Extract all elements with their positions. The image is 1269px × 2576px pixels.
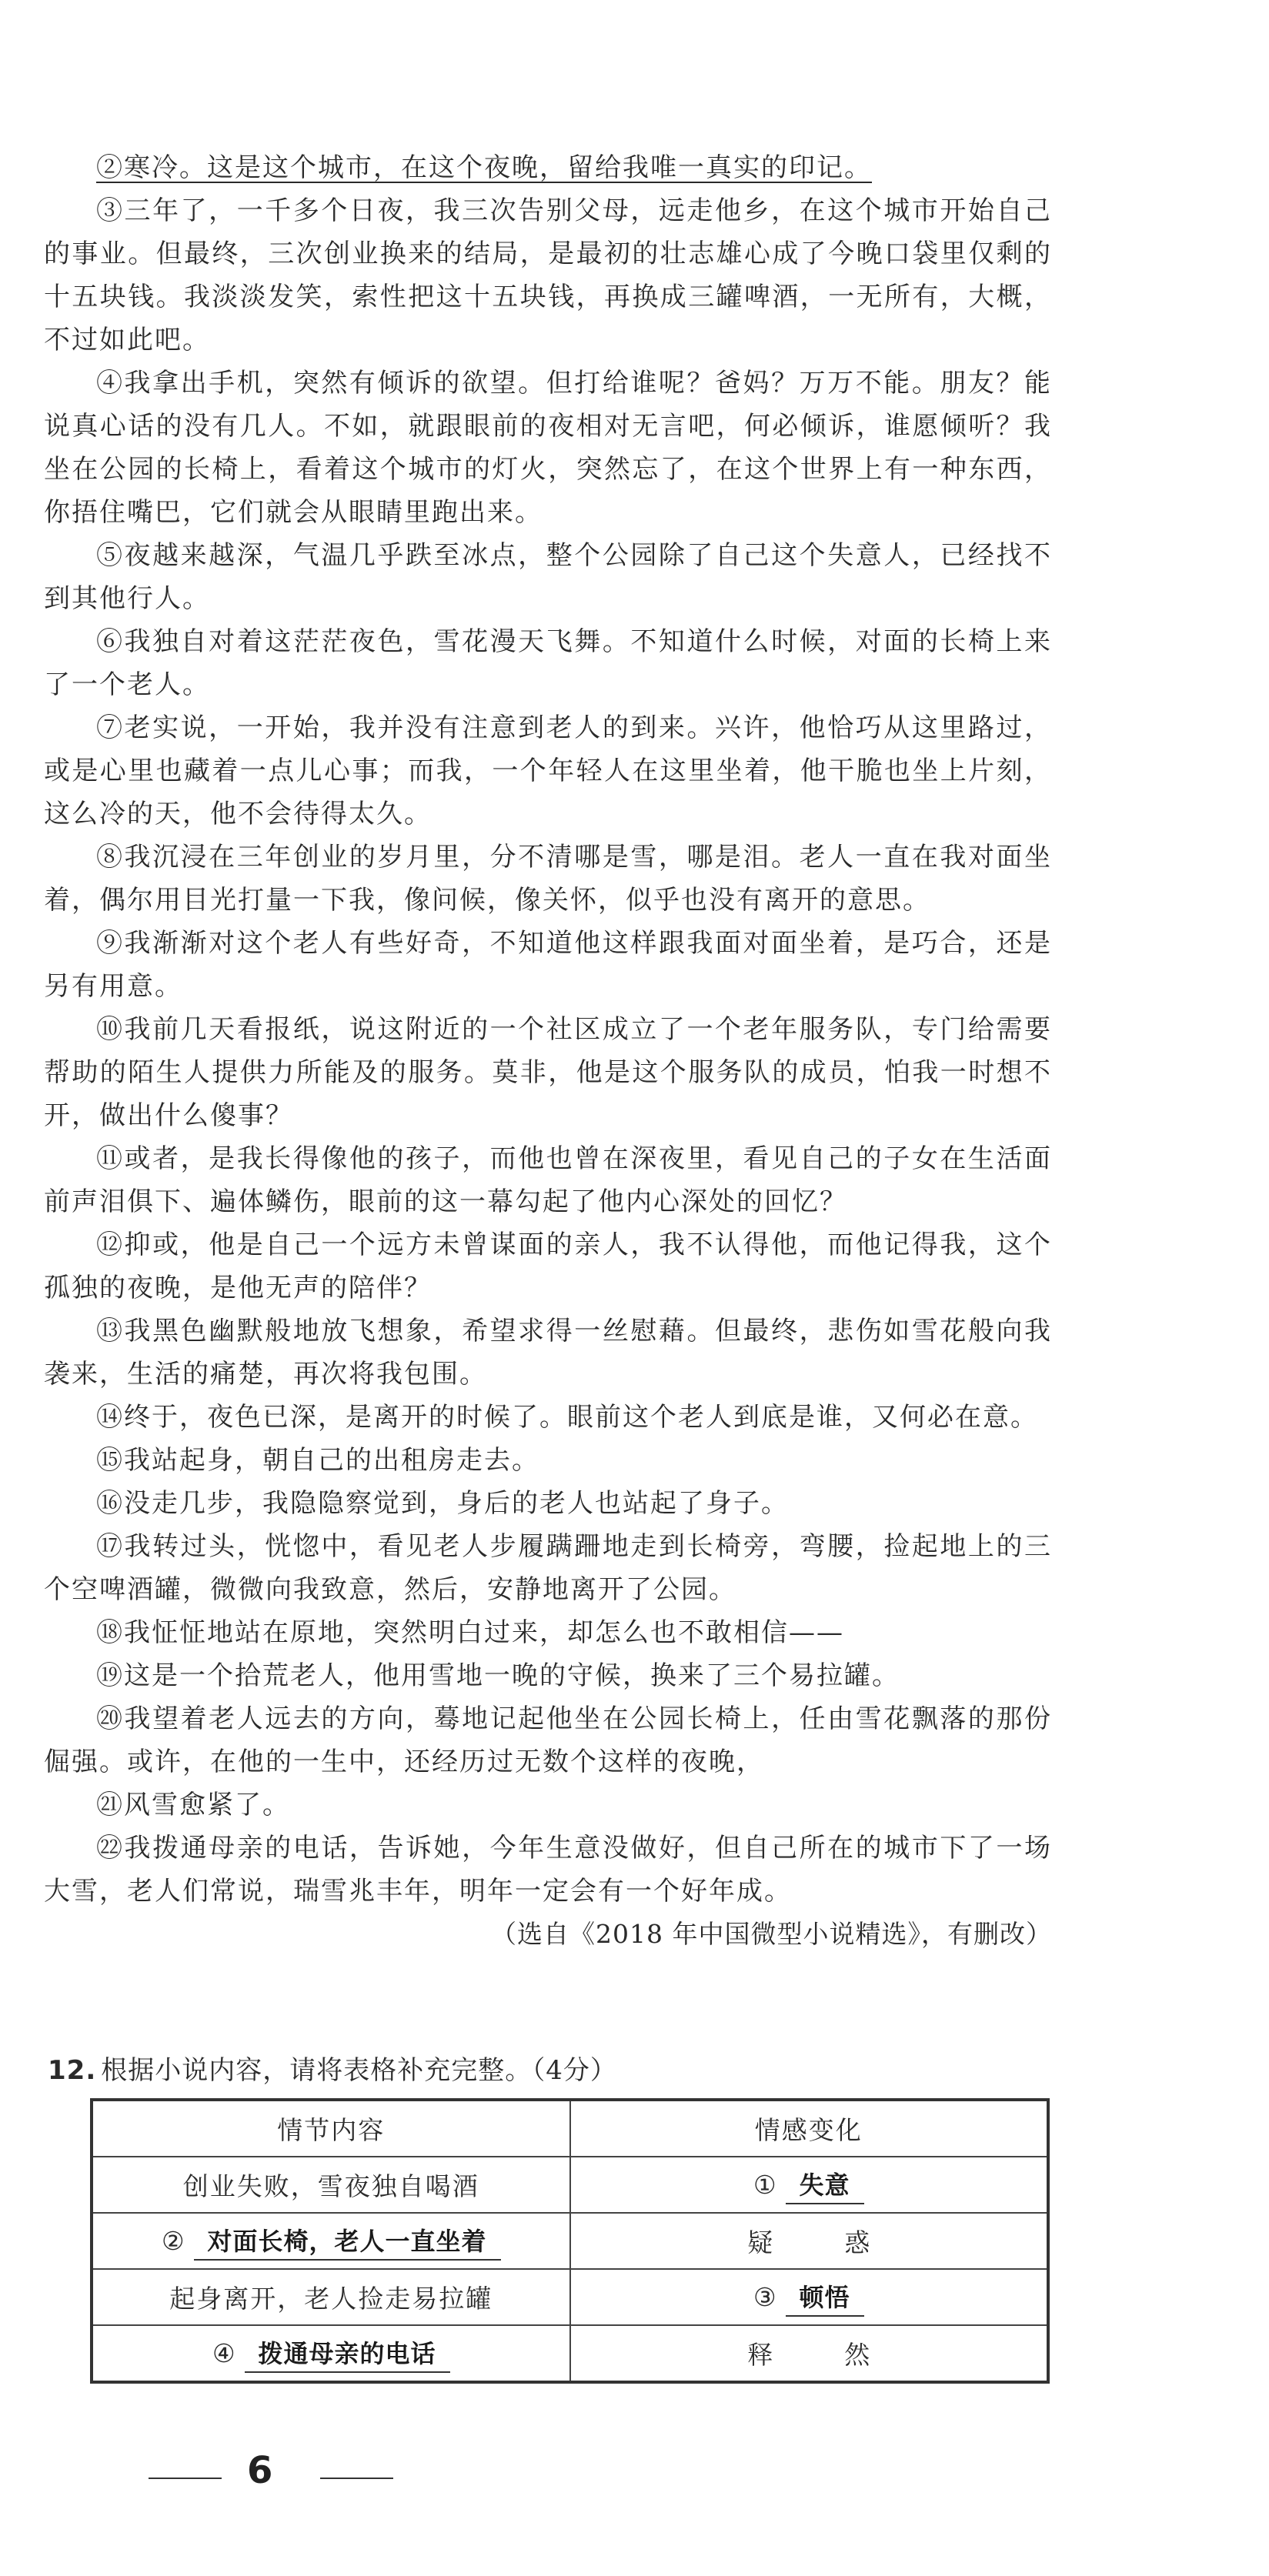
story-paragraph: ⑬我黑色幽默般地放飞想象，希望求得一丝慰藉。但最终，悲伤如雪花般向我袭来，生活的痛楚，再次将我包围。 <box>44 1316 1052 1390</box>
question-text: 根据小说内容，请将表格补充完整。（4分） <box>101 2055 617 2086</box>
table-row <box>92 2157 1048 2213</box>
story-paragraph <box>44 1784 1052 1827</box>
story-paragraph: ⑧我沉浸在三年创业的岁月里，分不清哪是雪，哪是泪。老人一直在我对面坐着，偶尔用目光打量一下我，像问候，像关怀，似乎也没有离开的意思。 <box>44 842 1052 916</box>
question-number: 12. <box>48 2055 97 2086</box>
blank-marker: ④ <box>212 2337 237 2368</box>
story-paragraph: ⑥我独自对着这茫茫夜色，雪花漫天飞舞。不知道什么时候，对面的长椅上来了一个老人。 <box>44 626 1052 700</box>
table-row <box>92 2269 1048 2325</box>
plot-cell <box>92 2157 570 2213</box>
story-text <box>44 146 1052 1956</box>
story-paragraph: ⑳我望着老人远去的方向，蓦地记起他坐在公园长椅上，任由雪花飘落的那份倔强。或许，在他的一生中，还经历过无数个这样的夜晚， <box>44 1703 1052 1777</box>
story-paragraph: ⑮我站起身，朝自己的出租房走去。 <box>96 1445 539 1476</box>
emotion-cell <box>570 2269 1049 2325</box>
underlined-sentence: ②寒冷。这是这个城市，在这个夜晚，留给我唯一真实的印记。 <box>96 152 872 183</box>
header-plot: 情节内容 <box>92 2100 570 2157</box>
story-paragraph: ⑩我前几天看报纸，说这附近的一个社区成立了一个老年服务队，专门给需要帮助的陌生人提供力所能及的服务。莫非，他是这个服务队的成员，怕我一时想不开，做出什么傻事？ <box>44 1014 1052 1131</box>
page-number: 6 <box>247 2449 273 2492</box>
story-paragraph <box>44 146 1052 189</box>
story-paragraph: ④我拿出手机，突然有倾诉的欲望。但打给谁呢？爸妈？万万不能。朋友？能说真心话的没有几人。不如，就跟眼前的夜相对无言吧，何必倾诉，谁愿倾听？我坐在公园的长椅上，看着这个城市的灯火，突然忘了，在这个世界上有一种东西，你捂住嘴巴，它们就会从眼睛里跑出来。 <box>44 368 1052 528</box>
story-paragraph: ⑨我渐渐对这个老人有些好奇，不知道他这样跟我面对面坐着，是巧合，还是另有用意。 <box>44 928 1052 1002</box>
emotion-cell <box>570 2157 1049 2213</box>
blank-marker: ② <box>161 2225 186 2256</box>
story-paragraph: ⑰我转过头，恍惚中，看见老人步履蹒跚地走到长椅旁，弯腰，捡起地上的三个空啤酒罐，微微向我致意，然后，安静地离开了公园。 <box>44 1531 1052 1605</box>
story-paragraph: ⑦老实说，一开始，我并没有注意到老人的到来。兴许，他恰巧从这里路过，或是心里也藏着一点儿心事；而我，一个年轻人在这里坐着，他干脆也坐上片刻，这么冷的天，他不会待得太久。 <box>44 712 1052 829</box>
answer-blank[interactable]: 对面长椅，老人一直坐着 <box>194 2222 501 2261</box>
emotion-text: 释 然 <box>747 2340 893 2370</box>
footer-rule-left <box>149 2478 222 2479</box>
story-paragraph: ⑤夜越来越深，气温几乎跌至冰点，整个公园除了自己这个失意人，已经找不到其他行人。 <box>44 540 1052 614</box>
story-paragraph: ⑫抑或，他是自己一个远方未曾谋面的亲人，我不认得他，而他记得我，这个孤独的夜晚，是他无声的陪伴？ <box>44 1230 1052 1303</box>
blank-marker: ③ <box>753 2281 778 2312</box>
story-paragraph: ③三年了，一千多个日夜，我三次告别父母，远走他乡，在这个城市开始自己的事业。但最终，三次创业换来的结局，是最初的壮志雄心成了今晚口袋里仅剩的十五块钱。我淡淡发笑，索性把这十五块钱，再换成三罐啤酒，一无所有，大概，不过如此吧。 <box>44 195 1052 355</box>
story-paragraph: ⑲这是一个拾荒老人，他用雪地一晚的守候，换来了三个易拉罐。 <box>96 1660 900 1691</box>
blank-marker: ① <box>753 2169 778 2200</box>
plot-text: 起身离开，老人捡走易拉罐 <box>169 2284 493 2314</box>
emotion-cell <box>570 2325 1049 2382</box>
emotion-text: 疑 惑 <box>747 2227 893 2257</box>
story-paragraph: ⑯没走几步，我隐隐察觉到，身后的老人也站起了身子。 <box>96 1488 789 1519</box>
table-header-row <box>92 2100 1048 2157</box>
answer-blank[interactable]: 失意 <box>786 2166 864 2204</box>
plot-text: 创业失败，雪夜独自喝酒 <box>182 2171 479 2201</box>
plot-cell <box>92 2213 570 2269</box>
paragraph-text: ㉑风雪愈紧了。 <box>96 1790 290 1820</box>
table-row <box>92 2213 1048 2269</box>
story-paragraph: ⑱我怔怔地站在原地，突然明白过来，却怎么也不敢相信—— <box>96 1617 844 1648</box>
footer-rule-right <box>320 2478 393 2479</box>
emotion-cell <box>570 2213 1049 2269</box>
answer-table <box>90 2098 1050 2384</box>
page-footer <box>149 2449 402 2504</box>
header-emotion: 情感变化 <box>570 2100 1049 2157</box>
plot-cell <box>92 2269 570 2325</box>
answer-blank[interactable]: 顿悟 <box>786 2278 864 2317</box>
table-row <box>92 2325 1048 2382</box>
source-citation: （选自《2018 年中国微型小说精选》，有删改） <box>491 1919 1052 1949</box>
story-paragraph: ⑪或者，是我长得像他的孩子，而他也曾在深夜里，看见自己的子女在生活面前声泪俱下、遍体鳞伤，眼前的这一幕勾起了他内心深处的回忆？ <box>44 1143 1052 1217</box>
story-paragraph: ⑭终于，夜色已深，是离开的时候了。眼前这个老人到底是谁，又何必在意。 <box>96 1402 1038 1433</box>
question-12 <box>48 2052 617 2089</box>
answer-blank[interactable]: 拨通母亲的电话 <box>245 2334 450 2373</box>
plot-cell <box>92 2325 570 2382</box>
story-paragraph: ㉒我拨通母亲的电话，告诉她，今年生意没做好，但自己所在的城市下了一场大雪，老人们常说，瑞雪兆丰年，明年一定会有一个好年成。 <box>44 1833 1052 1907</box>
